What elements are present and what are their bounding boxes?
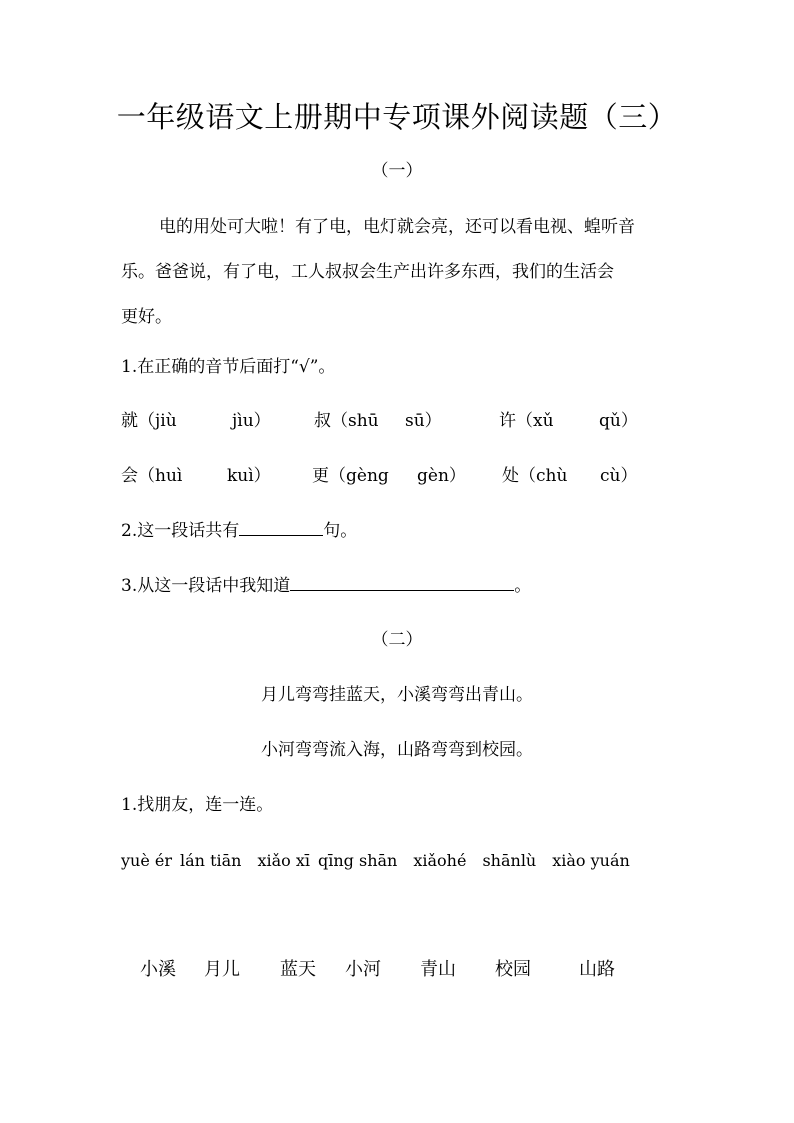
pinyin-item[interactable]: yuè ér	[121, 851, 173, 870]
word-item[interactable]: 小河	[345, 959, 381, 980]
pinyin-item[interactable]: xiǎohé	[413, 851, 467, 870]
section-heading-1: （一）	[371, 161, 423, 181]
pinyin-option: qǔ）	[599, 411, 638, 431]
question-4: 1.找朋友，连一连。	[121, 795, 274, 815]
reading-paragraph	[121, 205, 681, 340]
pinyin-choice-hui: 会（huì	[121, 466, 183, 486]
paragraph-line: 更好。	[121, 307, 172, 327]
pinyin-option: jìu）	[232, 411, 271, 431]
word-item[interactable]: 山路	[579, 959, 615, 980]
pinyin-item[interactable]: qīng shān	[318, 851, 398, 870]
paragraph-line: 乐。爸爸说，有了电，工人叔叔会生产出许多东西，我们的生活会	[121, 262, 614, 282]
pinyin-choice-chu: 处（chù	[502, 466, 568, 486]
question-1: 1.在正确的音节后面打“√”。	[121, 357, 336, 377]
pinyin-option: sū）	[405, 411, 442, 431]
section-heading-2: （二）	[371, 630, 423, 650]
pinyin-option: cù）	[600, 466, 638, 486]
poem-line: 月儿弯弯挂蓝天，小溪弯弯出青山。	[261, 685, 533, 705]
answer-blank[interactable]	[290, 574, 514, 591]
word-item[interactable]: 蓝天	[280, 959, 316, 980]
pinyin-choice-shu: 叔（shū	[314, 411, 379, 431]
pinyin-item[interactable]: xiǎo xī	[257, 851, 310, 870]
question-2: 2.这一段话共有 句。	[121, 521, 358, 541]
word-item[interactable]: 小溪	[140, 959, 176, 980]
question-3: 3.从这一段话中我知道 。	[121, 576, 532, 596]
pinyin-choice-xu: 许（xǔ	[499, 411, 554, 431]
word-item[interactable]: 校园	[495, 959, 531, 980]
pinyin-row	[121, 849, 630, 873]
pinyin-item[interactable]: lán tiān	[180, 851, 242, 870]
page-title: 一年级语文上册期中专项课外阅读题（三）	[116, 100, 678, 134]
paragraph-line: 电的用处可大啦！有了电，电灯就会亮，还可以看电视、蝗听音	[159, 217, 635, 237]
poem-line: 小河弯弯流入海，山路弯弯到校园。	[261, 740, 533, 760]
pinyin-item[interactable]: shānlù	[482, 851, 537, 870]
pinyin-item[interactable]: xiào yuán	[552, 851, 630, 870]
pinyin-option: kuì）	[227, 466, 271, 486]
pinyin-choice-geng: 更（gèng	[312, 466, 389, 486]
pinyin-choice-jiu: 就（jiù	[121, 411, 177, 431]
word-item[interactable]: 青山	[420, 959, 456, 980]
answer-blank[interactable]	[239, 519, 323, 536]
pinyin-option: gèn）	[417, 466, 466, 486]
word-item[interactable]: 月儿	[204, 959, 240, 980]
